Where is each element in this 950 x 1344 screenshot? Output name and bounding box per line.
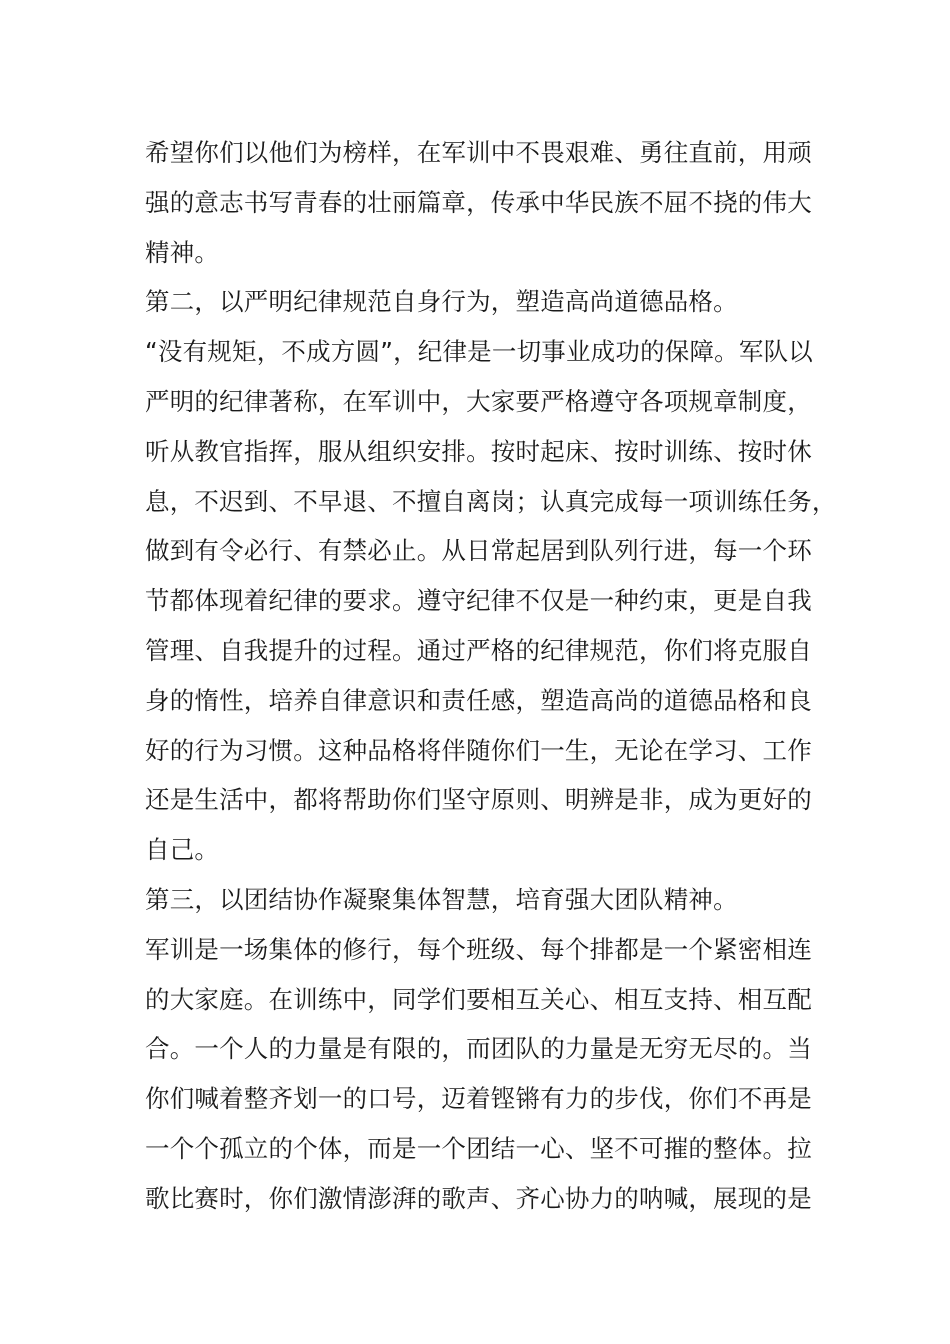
text-line: 你们喊着整齐划一的口号，迈着铿锵有力的步伐，你们不再是 bbox=[145, 1084, 812, 1114]
text-line: 自己。 bbox=[145, 835, 220, 865]
text-line: 身的惰性，培养自律意识和责任感，塑造高尚的道德品格和良 bbox=[145, 685, 812, 715]
text-line: 还是生活中，都将帮助你们坚守原则、明辨是非，成为更好的 bbox=[145, 785, 812, 815]
text-line: 军训是一场集体的修行，每个班级、每个排都是一个紧密相连 bbox=[145, 934, 812, 964]
text-line: 听从教官指挥，服从组织安排。按时起床、按时训练、按时休 bbox=[145, 436, 812, 466]
text-line: 严明的纪律著称，在军训中，大家要严格遵守各项规章制度， bbox=[145, 386, 812, 416]
text-line: 管理、自我提升的过程。通过严格的纪律规范，你们将克服自 bbox=[145, 635, 812, 665]
text-line: 希望你们以他们为榜样，在军训中不畏艰难、勇往直前，用顽 bbox=[145, 138, 812, 167]
section-heading-third: 第三，以团结协作凝聚集体智慧，培育强大团队精神。 bbox=[145, 884, 738, 914]
text-line: 精神。 bbox=[145, 237, 220, 267]
text-line: 好的行为习惯。这种品格将伴随你们一生，无论在学习、工作 bbox=[145, 735, 812, 765]
text-line: 强的意志书写青春的壮丽篇章，传承中华民族不屈不挠的伟大 bbox=[145, 187, 812, 217]
text-line: 合。一个人的力量是有限的，而团队的力量是无穷无尽的。当 bbox=[145, 1034, 812, 1064]
text-line: 的大家庭。在训练中，同学们要相互关心、相互支持、相互配 bbox=[145, 984, 812, 1014]
text-line: 做到有令必行、有禁必止。从日常起居到队列行进，每一个环 bbox=[145, 536, 812, 566]
text-line: 节都体现着纪律的要求。遵守纪律不仅是一种约束，更是自我 bbox=[145, 586, 812, 616]
section-heading-second: 第二，以严明纪律规范自身行为，塑造高尚道德品格。 bbox=[145, 287, 738, 317]
text-line: 息，不迟到、不早退、不擅自离岗；认真完成每一项训练任务， bbox=[145, 486, 837, 516]
text-line: “没有规矩，不成方圆”，纪律是一切事业成功的保障。军队以 bbox=[145, 337, 813, 367]
text-line: 歌比赛时，你们激情澎湃的歌声、齐心协力的呐喊，展现的是 bbox=[145, 1183, 812, 1213]
text-line: 一个个孤立的个体，而是一个团结一心、坚不可摧的整体。拉 bbox=[145, 1133, 812, 1163]
body-text bbox=[145, 128, 837, 1224]
